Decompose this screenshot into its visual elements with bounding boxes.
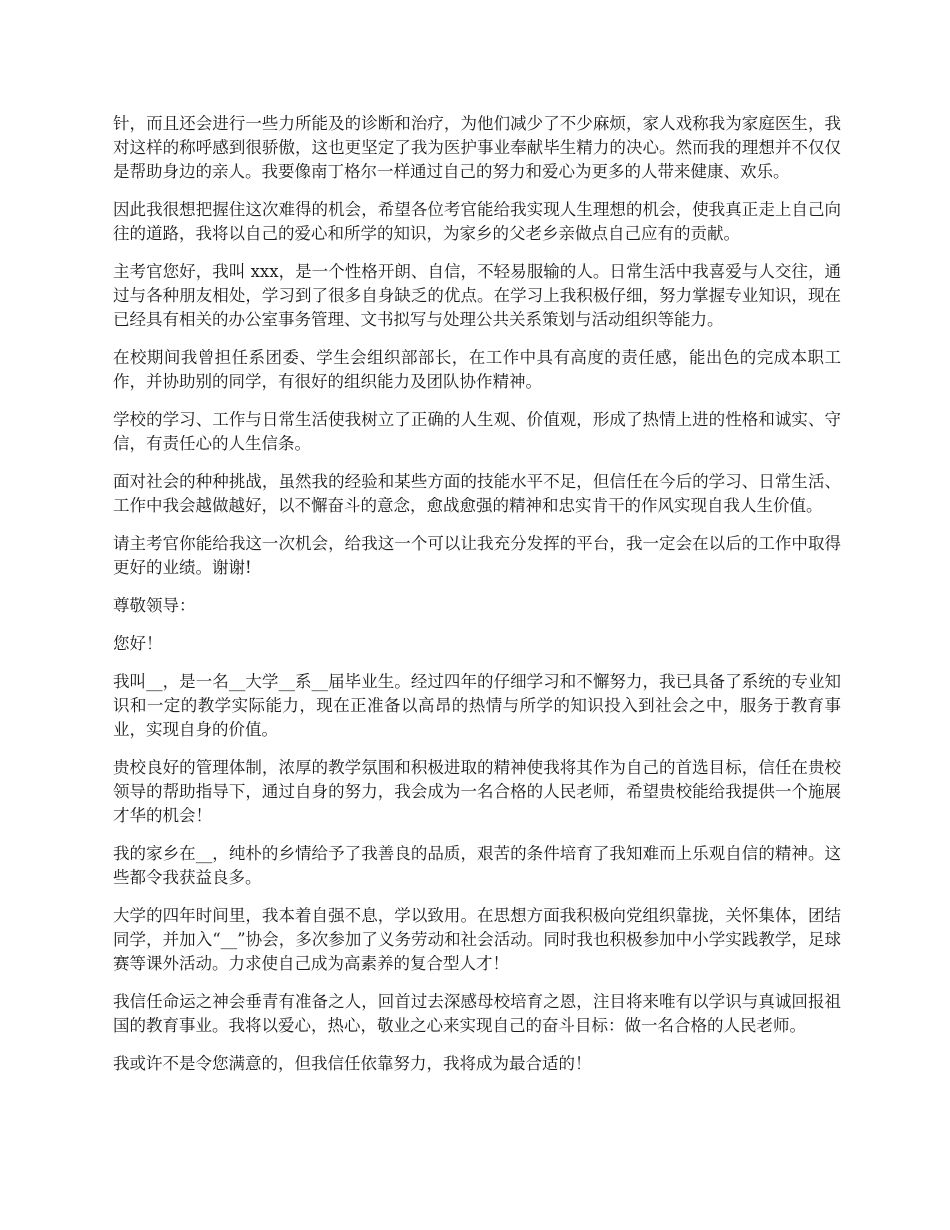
paragraph-14: 我信任命运之神会垂青有准备之人，回首过去深感母校培育之恩，注目将来唯有以学识与真诚回报祖国的教育事业。我将以爱心，热心，敬业之心来实现自己的奋斗目标：做一名合格的人民老师。: [113, 992, 841, 1035]
document-body: [113, 112, 841, 1090]
paragraph-13: 大学的四年时间里，我本着自强不息，学以致用。在思想方面我积极向党组织靠拢，关怀集体，团结同学，并加入“__”协会，多次参加了义务劳动和社会活动。同时我也积极参加中小学实践教学，足球赛等课外活动。力求使自己成为高素养的复合型人才！: [113, 906, 841, 973]
paragraph-12: 我的家乡在__，纯朴的乡情给予了我善良的品质，艰苦的条件培育了我知难而上乐观自信的精神。这些都令我获益良多。: [113, 844, 841, 887]
paragraph-4: 在校期间我曾担任系团委、学生会组织部部长，在工作中具有高度的责任感，能出色的完成本职工作，并协助别的同学，有很好的组织能力及团队协作精神。: [113, 348, 841, 391]
paragraph-11: 贵校良好的管理体制，浓厚的教学氛围和积极进取的精神使我将其作为自己的首选目标，信任在贵校领导的帮助指导下，通过自身的努力，我会成为一名合格的人民老师，希望贵校能给我提供一个施展才华的机会！: [113, 758, 841, 825]
paragraph-1: 针，而且还会进行一些力所能及的诊断和治疗，为他们减少了不少麻烦，家人戏称我为家庭医生，我对这样的称呼感到很骄傲，这也更坚定了我为医护事业奉献毕生精力的决心。然而我的理想并不仅仅是帮助身边的亲人。我要像南丁格尔一样通过自己的努力和爱心为更多的人带来健康、欢乐。: [113, 114, 841, 181]
paragraph-7: 请主考官你能给我这一次机会，给我这一个可以让我充分发挥的平台，我一定会在以后的工作中取得更好的业绩。谢谢!: [113, 534, 841, 577]
greeting-hello: 您好！: [113, 634, 163, 653]
paragraph-3: 主考官您好，我叫 xxx，是一个性格开朗、自信，不轻易服输的人。日常生活中我喜爱与人交往，通过与各种朋友相处，学习到了很多自身缺乏的优点。在学习上我积极仔细，努力掌握专业知识，现在已经具有相关的办公室事务管理、文书拟写与处理公共关系策划与活动组织等能力。: [113, 262, 841, 329]
paragraph-6: 面对社会的种种挑战，虽然我的经验和某些方面的技能水平不足，但信任在今后的学习、日常生活、工作中我会越做越好，以不懈奋斗的意念，愈战愈强的精神和忠实肯干的作风实现自我人生价值。: [113, 472, 841, 515]
paragraph-10: 我叫__，是一名__大学__系__届毕业生。经过四年的仔细学习和不懈努力，我已具备了系统的专业知识和一定的教学实际能力，现在正准备以高昂的热情与所学的知识投入到社会之中，服务于教育事业，实现自身的价值。: [113, 672, 841, 739]
paragraph-2: 因此我很想把握住这次难得的机会，希望各位考官能给我实现人生理想的机会，使我真正走上自己向往的道路，我将以自己的爱心和所学的知识，为家乡的父老乡亲做点自己应有的贡献。: [113, 200, 841, 243]
closing-line: 我或许不是令您满意的，但我信任依靠努力，我将成为最合适的！: [113, 1054, 592, 1073]
greeting-salutation: 尊敬领导：: [113, 596, 196, 615]
paragraph-5: 学校的学习、工作与日常生活使我树立了正确的人生观、价值观，形成了热情上进的性格和诚实、守信，有责任心的人生信条。: [113, 410, 841, 453]
